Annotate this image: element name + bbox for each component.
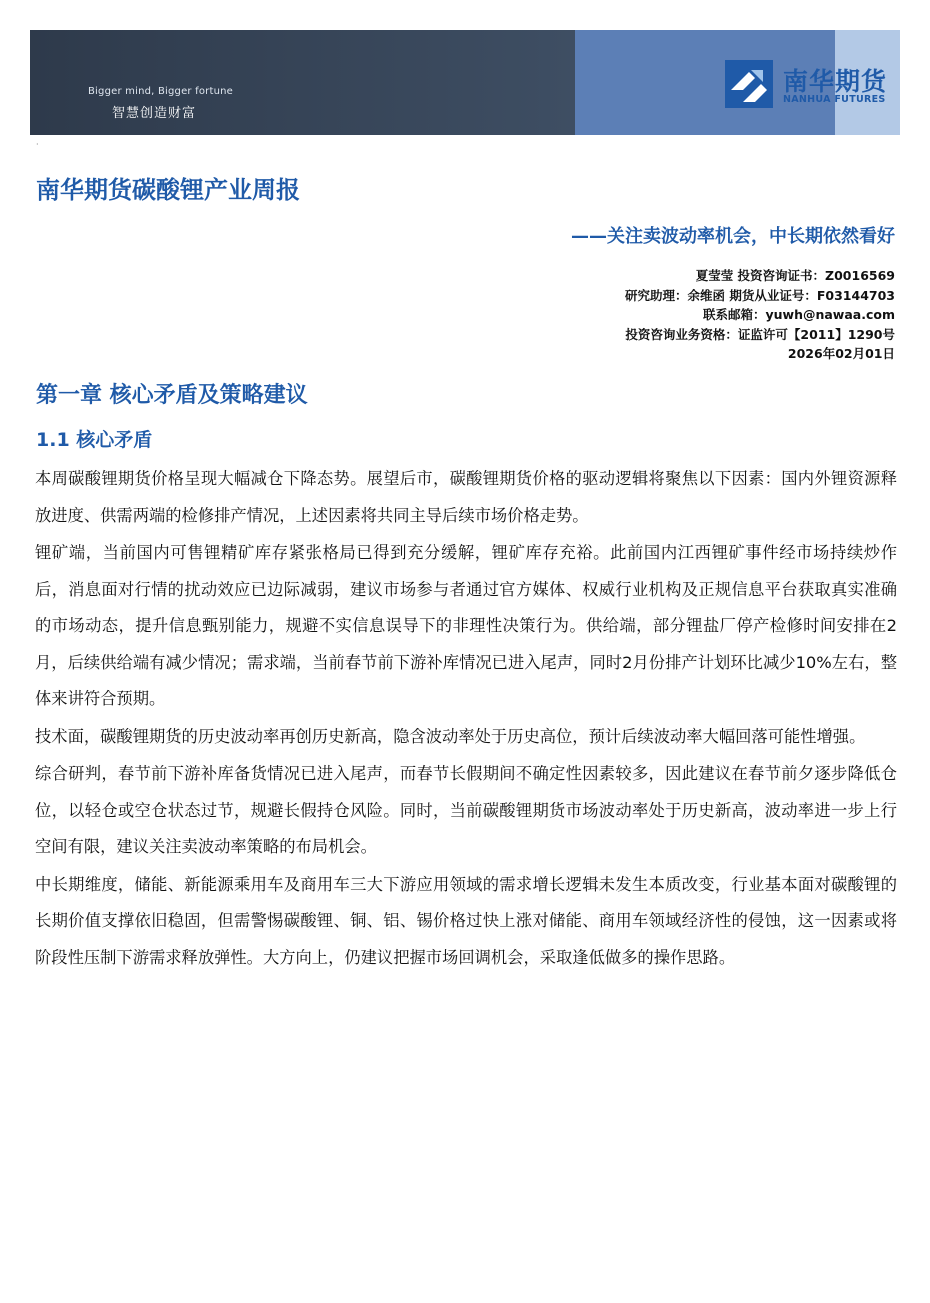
report-body <box>35 461 897 977</box>
nanhua-logo-icon <box>725 60 773 108</box>
slogan-english: Bigger mind, Bigger fortune <box>88 86 234 97</box>
report-title: 南华期货碳酸锂产业周报 <box>36 176 300 204</box>
license-line: 投资咨询业务资格：证监许可【2011】1290号 <box>625 326 895 342</box>
section-heading: 1.1 核心矛盾 <box>36 429 153 451</box>
paragraph-technical: 技术面，碳酸锂期货的历史波动率再创历史新高，隐含波动率处于历史高位，预计后续波动率大幅回落可能性增强。 <box>35 726 866 746</box>
page-marker: · <box>36 140 39 149</box>
paragraph-overview: 本周碳酸锂期货价格呈现大幅减仓下降态势。展望后市，碳酸锂期货价格的驱动逻辑将聚焦以下因素：国内外锂资源释放进度、供需两端的检修排产情况，上述因素将共同主导后续市场价格走势。 <box>35 469 897 525</box>
report-date: 2026年02月01日 <box>787 346 895 361</box>
slogan-chinese: 智慧创造财富 <box>112 106 197 121</box>
email-line: 联系邮箱：yuwh@nawaa.com <box>702 307 895 322</box>
logo-text-english: NANHUA FUTURES <box>783 94 886 105</box>
report-subtitle: ——关注卖波动率机会，中长期依然看好 <box>571 226 895 247</box>
analyst-line: 夏莹莹 投资咨询证书：Z0016569 <box>695 268 895 283</box>
author-info <box>625 266 895 364</box>
header-banner <box>30 30 900 135</box>
paragraph-long-term: 中长期维度，储能、新能源乘用车及商用车三大下游应用领域的需求增长逻辑未发生本质改变，行业基本面对碳酸锂的长期价值支撑依旧稳固，但需警惕碳酸锂、铜、铝、锡价格过快上涨对储能、商用车领域经济性的侵蚀，这一因素或将阶段性压制下游需求释放弹性。大方向上，仍建议把握市场回调机会，采取逢低做多的操作思路。 <box>35 874 897 967</box>
assistant-line: 研究助理：余维函 期货从业证号：F03144703 <box>625 287 895 303</box>
paragraph-strategy: 综合研判，春节前下游补库备货情况已进入尾声，而春节长假期间不确定性因素较多，因此建议在春节前夕逐步降低仓位，以轻仓或空仓状态过节，规避长假持仓风险。同时，当前碳酸锂期货市场波动率处于历史新高，波动率进一步上行空间有限，建议关注卖波动率策略的布局机会。 <box>35 764 897 856</box>
paragraph-supply-demand: 锂矿端，当前国内可售锂精矿库存紧张格局已得到充分缓解，锂矿库存充裕。此前国内江西锂矿事件经市场持续炒作后，消息面对行情的扰动效应已边际减弱，建议市场参与者通过官方媒体、权威行业机构及正规信息平台获取真实准确的市场动态，提升信息甄别能力，规避不实信息误导下的非理性决策行为。供给端，部分锂盐厂停产检修时间安排在2月，后续供给端有减少情况；需求端，当前春节前下游补库情况已进入尾声，同时2月份排产计划环比减少10%左右，整体来讲符合预期。 <box>35 543 897 708</box>
logo-text-chinese: 南华期货 <box>783 67 888 96</box>
chapter-heading: 第一章 核心矛盾及策略建议 <box>36 383 308 408</box>
